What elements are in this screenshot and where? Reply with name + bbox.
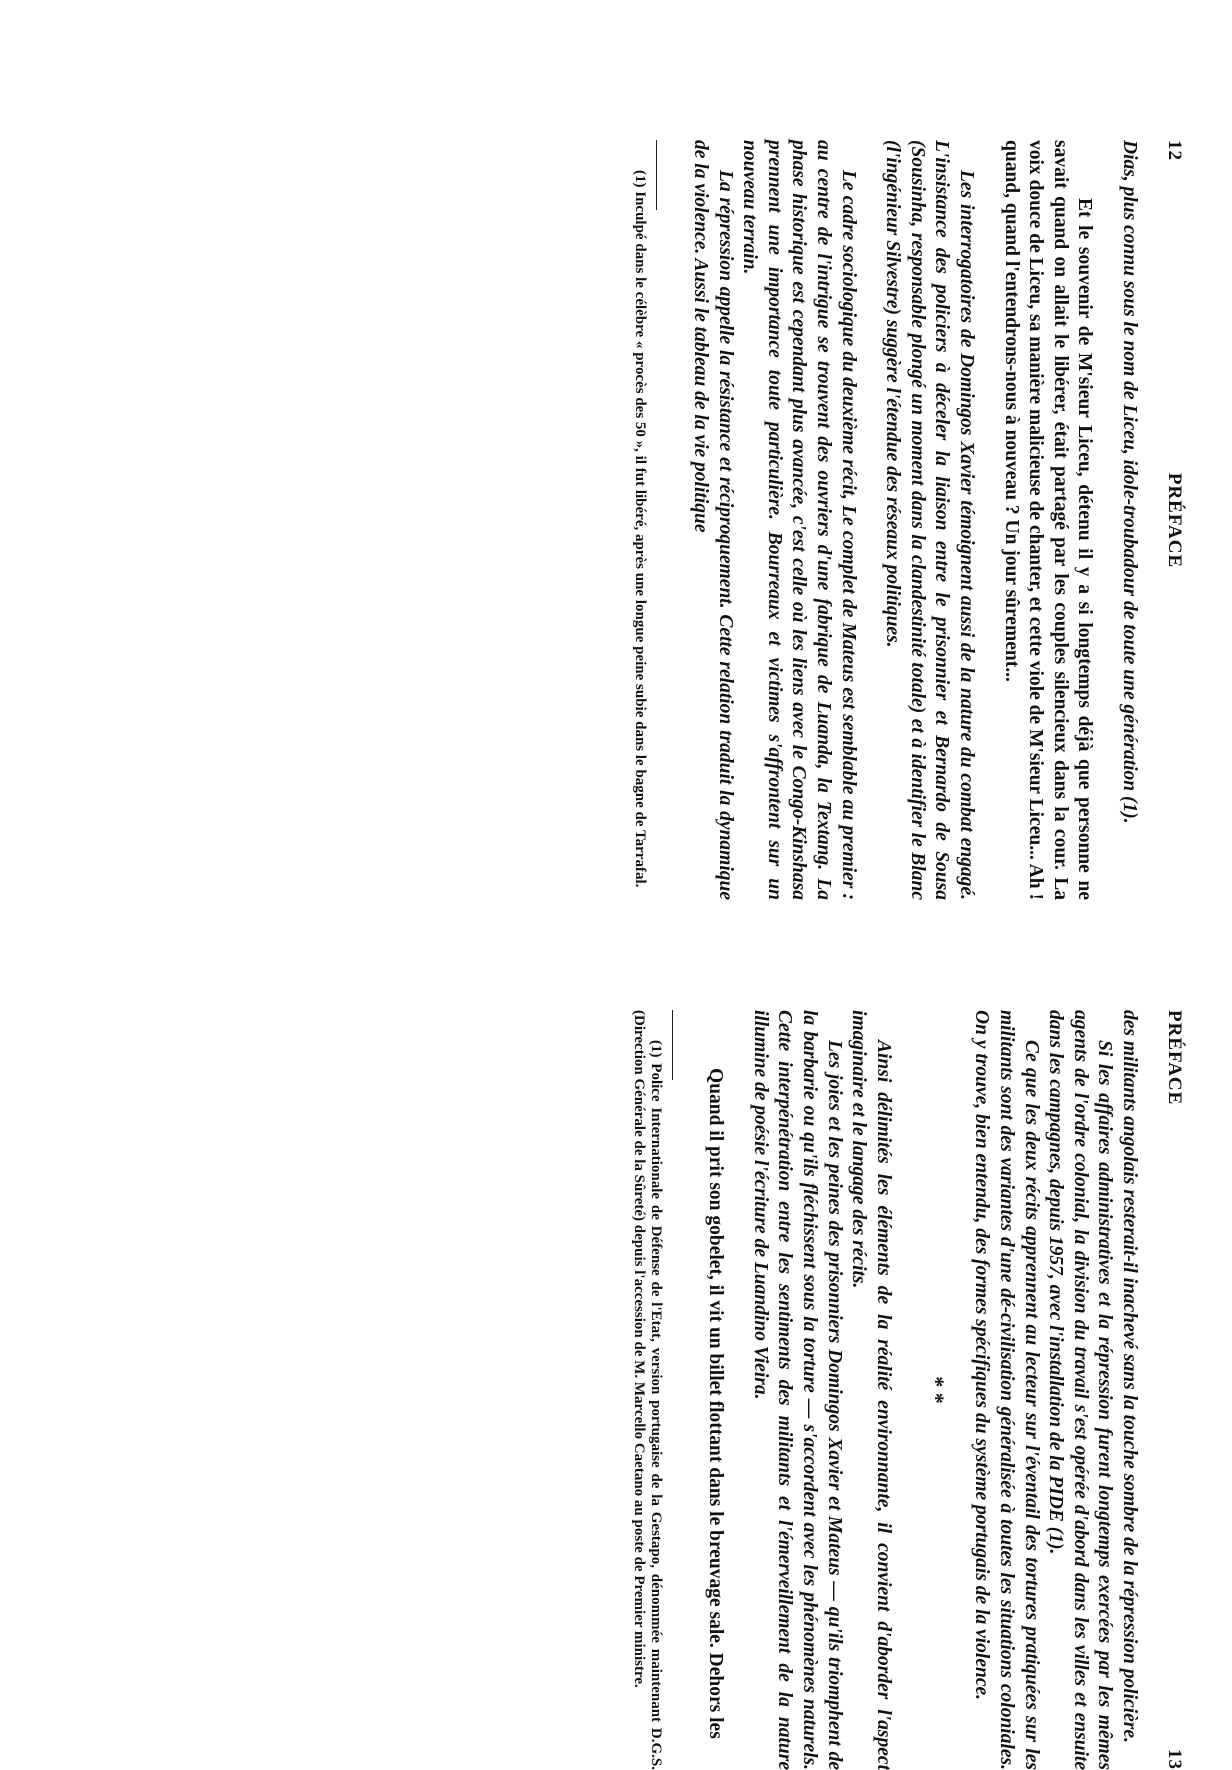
paragraph: Quand il prit son gobelet, il vit un billet flottant dans le breuvage sale. Dehors les bbox=[705, 1068, 727, 1739]
paragraph: Ce que les deux récits apprennent au lecteur sur l'éventail des tortures pratiquées sur les militants sont des variantes d'une dé-civilisation généralisée à toutes les situations coloniales. On y trouve, bien entendu, des formes spécifiques du système portugais de la violence. bbox=[971, 1010, 1042, 1770]
page-number: 12 bbox=[1164, 140, 1185, 161]
section-separator: * * bbox=[923, 1376, 949, 1404]
page-13 bbox=[625, 1010, 1185, 1770]
paragraph: Ainsi délimités les éléments de la réalité environnante, il convient d'aborder l'aspect imaginaire et le langage des récits. bbox=[848, 1010, 894, 1770]
footnote-rule bbox=[657, 140, 658, 210]
running-head-title: PRÉFACE bbox=[1164, 1010, 1185, 1106]
paragraph: La répression appelle la résistance et réciproquement. Cette relation traduit la dynamique de la violence. Aussi le tableau de la vie politique bbox=[690, 140, 736, 900]
paragraph: Si les affaires administratives et la répression furent longtemps exercées par les mêmes agents de l'ordre colonial, la division du travail s'est opérée d'abord dans les villes et ensuite dans les campagnes, depuis 1957, avec l'installation de la PIDE (1). bbox=[1045, 1010, 1116, 1770]
paragraph: Les interrogatoires de Domingos Xavier témoignent aussi de la nature du combat engagé. L'insistance des policiers à déceler la liaison entre le prisonnier et Bernardo de Sousa (Sousinha, responsable plongé un moment dans la clandestinité totale) et à identifier le Blanc (l'ingénieur Silvestre) suggère l'étendue des réseaux politiques. bbox=[882, 140, 978, 900]
running-head-title: PRÉFACE bbox=[1164, 472, 1185, 569]
footnote: (1) Inculpé dans le célèbre « procès des 50 », il fut libéré, après une longue peine subie dans le bagne de Tarrafal. bbox=[632, 170, 649, 888]
page-number: 13 bbox=[1164, 1749, 1185, 1770]
paragraph: Le cadre sociologique du deuxième récit, Le complet de Mateus est semblable au premier : au centre de l'intrigue se trouvent des ouvriers d'une fabrique de Luanda, la Textang. La phase historique est cependant plus avancée, c'est celle où les liens avec le Congo-Kinshasa prennent une importance toute particulière. Bourreaux et victimes s'affrontent sur un nouveau terrain. bbox=[739, 140, 859, 900]
paragraph: Et le souvenir de M'sieur Liceu, détenu il y a si longtemps déjà que personne ne savait quand on allait le libérer, était partagé par les couples silencieux dans la cour. La voix douce de Liceu, sa manière malicieuse de chanter, et cette viole de M'sieur Liceu... Ah ! quand, quand l'entendrons-nous à nouveau ? Un jour sûrement... bbox=[1000, 140, 1096, 900]
running-header bbox=[1163, 140, 1185, 900]
paragraph: Les joies et les peines des prisonniers Domingos Xavier et Mateus — qu'ils triomphent de la barbarie ou qu'ils fléchissent sous la torture — s'accordent avec les phénomènes naturels. Cette interpénétration entre les sentiments des militants et l'émerveillement de la nature illumine de poésie l'écriture de Luandino Vieira. bbox=[749, 1010, 845, 1770]
footnote: (1) Police Internationale de Défense de l'Etat, version portugaise de la Gestapo, dénommée maintenant D.G.S. (Direction Générale de la Sûreté) depuis l'accession de M. Marcello Caetano au poste de Premier ministre. bbox=[631, 1010, 664, 1770]
page-body bbox=[688, 140, 1142, 900]
page-12 bbox=[625, 140, 1185, 900]
footnote-rule bbox=[672, 1010, 673, 1080]
paragraph: Dias, plus connu sous le nom de Liceu, idole-troubadour de toute une génération (1). bbox=[1119, 140, 1140, 824]
page-body bbox=[703, 1010, 1141, 1770]
running-header bbox=[1163, 1010, 1185, 1770]
paragraph: des militants angolais resterait-il inachevé sans la touche sombre de la répression policière. bbox=[1119, 1010, 1140, 1743]
